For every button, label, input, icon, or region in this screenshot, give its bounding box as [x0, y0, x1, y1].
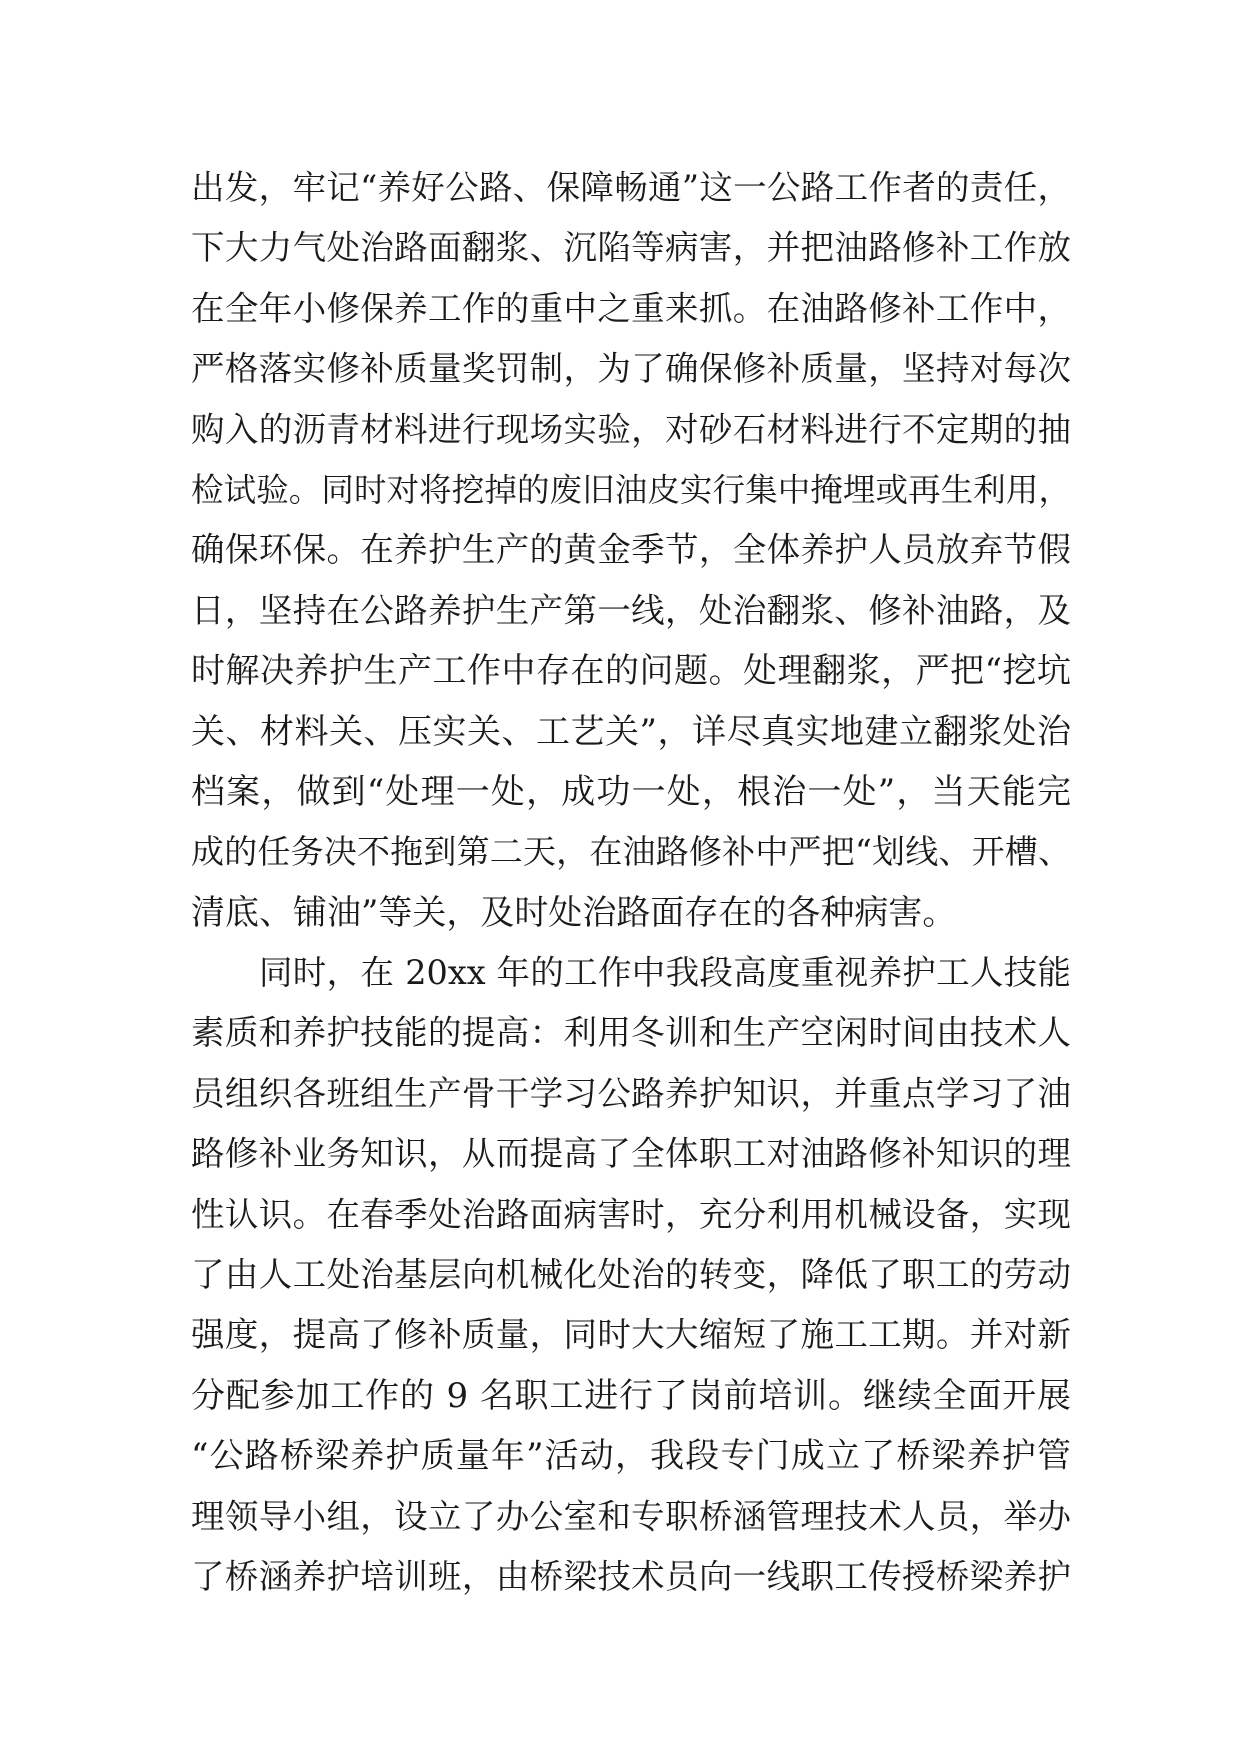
text-line: 分配参加工作的 9 名职工进行了岗前培训。继续全面开展	[191, 1375, 1071, 1416]
text-line: 时解决养护生产工作中存在的问题。处理翻浆，严把“挖坑	[191, 651, 1071, 692]
text-line: 强度，提高了修补质量，同时大大缩短了施工工期。并对新	[191, 1315, 1071, 1355]
text-line: 日，坚持在公路养护生产第一线，处治翻浆、修补油路，及	[191, 590, 1071, 630]
text-line: 严格落实修补质量奖罚制，为了确保修补质量，坚持对每次	[191, 349, 1071, 389]
text-line: 了由人工处治基层向机械化处治的转变，降低了职工的劳动	[191, 1255, 1071, 1295]
body-text	[191, 158, 1071, 1607]
text-line: 在全年小修保养工作的重中之重来抓。在油路修补工作中，	[191, 288, 1071, 328]
text-line: 理领导小组，设立了办公室和专职桥涵管理技术人员，举办	[191, 1496, 1071, 1536]
text-line: 路修补业务知识，从而提高了全体职工对油路修补知识的理	[191, 1134, 1071, 1174]
text-line: 购入的沥青材料进行现场实验，对砂石材料进行不定期的抽	[191, 409, 1071, 449]
text-line: 了桥涵养护培训班，由桥梁技术员向一线职工传授桥梁养护	[191, 1556, 1071, 1596]
text-line: 下大力气处治路面翻浆、沉陷等病害，并把油路修补工作放	[191, 228, 1071, 268]
text-line: 确保环保。在养护生产的黄金季节，全体养护人员放弃节假	[191, 530, 1071, 570]
text-line: 成的任务决不拖到第二天，在油路修补中严把“划线、开槽、	[191, 832, 1071, 872]
text-line: 素质和养护技能的提高：利用冬训和生产空闲时间由技术人	[191, 1013, 1071, 1053]
text-line: 档案，做到“处理一处，成功一处，根治一处”，当天能完	[191, 771, 1071, 812]
text-line: 关、材料关、压实关、工艺关”，详尽真实地建立翻浆处治	[191, 711, 1071, 752]
text-line: 出发，牢记“养好公路、保障畅通”这一公路工作者的责任，	[191, 168, 1071, 207]
paragraph-end-line: 清底、铺油”等关，及时处治路面存在的各种病害。	[191, 892, 957, 933]
text-line: 检试验。同时对将挖掉的废旧油皮实行集中掩埋或再生利用，	[191, 470, 1071, 509]
paragraph-start-line: 同时，在 20xx 年的工作中我段高度重视养护工人技能	[259, 953, 1071, 993]
text-line: 性认识。在春季处治路面病害时，充分利用机械设备，实现	[191, 1194, 1071, 1234]
text-line: “公路桥梁养护质量年”活动，我段专门成立了桥梁养护管	[191, 1436, 1071, 1477]
text-line: 员组织各班组生产骨干学习公路养护知识，并重点学习了油	[191, 1073, 1071, 1113]
